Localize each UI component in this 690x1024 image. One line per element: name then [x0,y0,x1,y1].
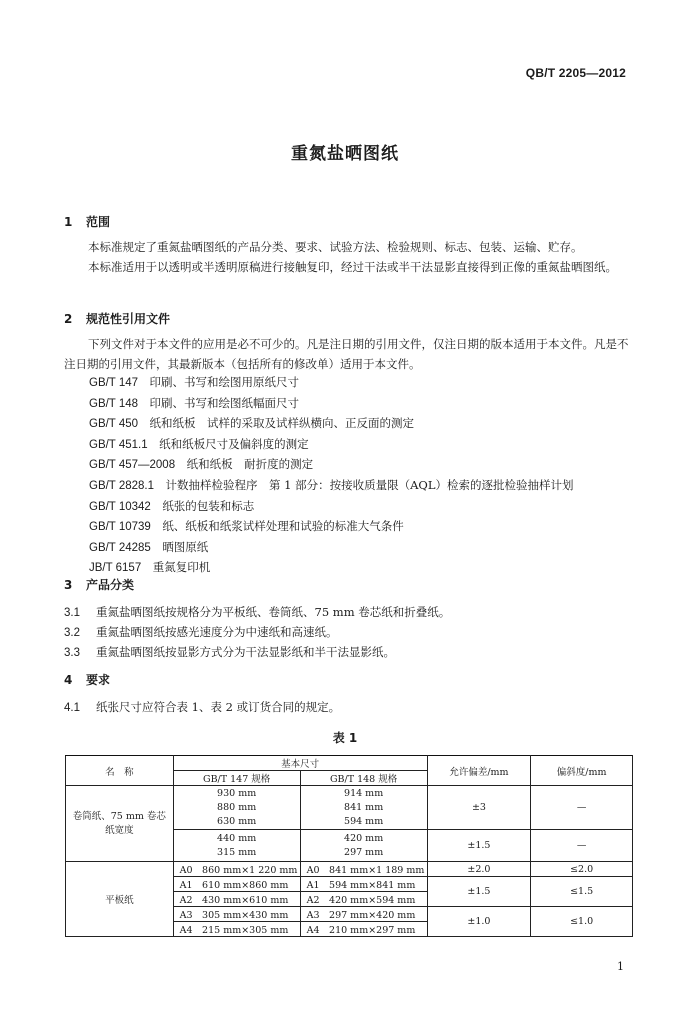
header-tolerance: 允许偏差/mm [427,756,531,786]
reference-item [89,517,574,538]
reference-list [89,373,574,579]
table-row [66,786,633,830]
section-3-heading [64,576,134,593]
section-title: 要求 [86,673,111,687]
section-title: 规范性引用文件 [86,312,171,326]
table-caption: 表 1 [332,731,358,745]
clause-number: 4.1 [64,702,80,714]
ref-title: 计数抽样检验程序 第 1 部分：按接收质量限（AQL）检索的逐批检验抽样计划 [165,477,574,492]
cell-gb148: A3 297 mm×420 mm [300,907,427,922]
cell-gb148 [300,830,427,862]
section-1-body [64,237,634,277]
clause-3-1 [64,604,450,620]
section-1-heading [64,213,110,230]
size-value: 930 mm [217,787,257,799]
paragraph: 本标准适用于以透明或半透明原稿进行接触复印，经过干法或半干法显影直接得到正像的重氮盐晒图纸。 [88,260,617,274]
section-title: 范围 [86,215,111,229]
header-name: 名 称 [66,756,174,786]
section-title: 产品分类 [86,578,135,592]
clause-text: 重氮盐晒图纸按显影方式分为干法显影纸和半干法显影纸。 [96,645,395,659]
clause-number: 3.1 [64,607,80,619]
ref-code: GB/T 148 [89,397,139,410]
size-value: 630 mm [217,815,257,827]
ref-code: GB/T 2828.1 [89,479,154,492]
clause-3-3 [64,644,395,660]
ref-code: GB/T 457—2008 [89,459,176,472]
size-value: 880 mm [217,801,257,813]
cell-gb148: A4 210 mm×297 mm [300,922,427,937]
section-2-heading [64,310,170,327]
reference-item [89,455,574,476]
size-value: 297 mm [344,846,384,858]
cell-skew: ≤1.5 [531,877,633,907]
ref-title: 印刷、书写和绘图纸幅面尺寸 [149,395,300,410]
section-4-heading [64,671,110,688]
clause-text: 重氮盐晒图纸按感光速度分为中速纸和高速纸。 [96,625,338,639]
size-value: 315 mm [217,846,257,858]
reference-item [89,497,574,518]
reference-item [89,414,574,435]
cell-tolerance: ±1.5 [427,877,531,907]
cell-tolerance: ±3 [427,786,531,830]
size-value: 440 mm [217,832,257,844]
ref-code: GB/T 451.1 [89,438,148,451]
size-value: 914 mm [344,787,384,799]
ref-code: GB/T 10739 [89,521,151,534]
header-basic-size: 基本尺寸 [173,756,427,771]
reference-item [89,558,574,579]
clause-4-1 [64,699,340,715]
reference-item [89,394,574,415]
cell-gb148: A2 420 mm×594 mm [300,892,427,907]
paragraph: 本标准规定了重氮盐晒图纸的产品分类、要求、试验方法、检验规则、标志、包装、运输、贮存。 [88,240,583,254]
cell-skew: ≤1.0 [531,907,633,937]
flat-paper-label: 平板纸 [66,862,174,937]
section-number: 1 [64,215,73,229]
ref-title: 纸和纸板 试样的采取及试样纵横向、正反面的测定 [149,416,415,431]
size-value: 841 mm [344,801,384,813]
clause-text: 重氮盐晒图纸按规格分为平板纸、卷筒纸、75 mm 卷芯纸和折叠纸。 [96,605,451,619]
ref-title: 纸张的包装和标志 [162,498,255,513]
ref-title: 重氮复印机 [152,560,211,575]
reference-item [89,435,574,456]
size-table [65,755,633,937]
clause-number: 3.2 [64,627,80,639]
header-gb147: GB/T 147 规格 [173,771,300,786]
ref-code: GB/T 450 [89,418,139,431]
table-header-row [66,756,633,771]
section-2-intro [64,334,634,374]
section-number: 4 [64,673,73,687]
page-number: 1 [617,960,624,973]
cell-tolerance: ±1.0 [427,907,531,937]
ref-code: GB/T 24285 [89,541,151,554]
cell-gb147: A2 430 mm×610 mm [173,892,300,907]
reference-item [89,538,574,559]
section-number: 3 [64,578,73,592]
header-gb148: GB/T 148 规格 [300,771,427,786]
clause-number: 3.3 [64,647,80,659]
ref-title: 晒图原纸 [162,539,209,554]
cell-gb147: A3 305 mm×430 mm [173,907,300,922]
cell-gb147: A4 215 mm×305 mm [173,922,300,937]
cell-tolerance: ±2.0 [427,862,531,877]
ref-code: JB/T 6157 [89,562,142,575]
cell-gb148 [300,786,427,830]
ref-code: GB/T 10342 [89,500,151,513]
table-row [66,862,633,877]
ref-title: 纸和纸板尺寸及偏斜度的测定 [159,436,309,451]
header-skew: 偏斜度/mm [531,756,633,786]
cell-skew: — [531,830,633,862]
cell-tolerance: ±1.5 [427,830,531,862]
cell-gb148: A1 594 mm×841 mm [300,877,427,892]
cell-skew: — [531,786,633,830]
size-value: 420 mm [344,832,384,844]
paragraph: 下列文件对于本文件的应用是必不可少的。凡是注日期的引用文件，仅注日期的版本适用于本文件。凡是不注日期的引用文件，其最新版本（包括所有的修改单）适用于本文件。 [64,337,629,371]
reference-item [89,476,574,497]
document-title: 重氮盐晒图纸 [291,144,399,164]
clause-text: 纸张尺寸应符合表 1、表 2 或订货合同的规定。 [96,700,341,714]
reference-item [89,373,574,394]
ref-title: 印刷、书写和绘图用原纸尺寸 [149,375,300,389]
cell-gb148: A0 841 mm×1 189 mm [300,862,427,877]
cell-gb147 [173,786,300,830]
cell-gb147 [173,830,300,862]
size-value: 594 mm [344,815,384,827]
standard-code: QB/T 2205—2012 [525,66,626,80]
ref-code: GB/T 147 [89,377,139,389]
roll-paper-label: 卷筒纸、75 mm 卷芯纸宽度 [66,786,174,862]
cell-gb147: A0 860 mm×1 220 mm [173,862,300,877]
cell-gb147: A1 610 mm×860 mm [173,877,300,892]
cell-skew: ≤2.0 [531,862,633,877]
ref-title: 纸和纸板 耐折度的测定 [186,457,314,472]
section-number: 2 [64,312,73,326]
clause-3-2 [64,624,338,640]
ref-title: 纸、纸板和纸浆试样处理和试验的标准大气条件 [162,519,404,534]
